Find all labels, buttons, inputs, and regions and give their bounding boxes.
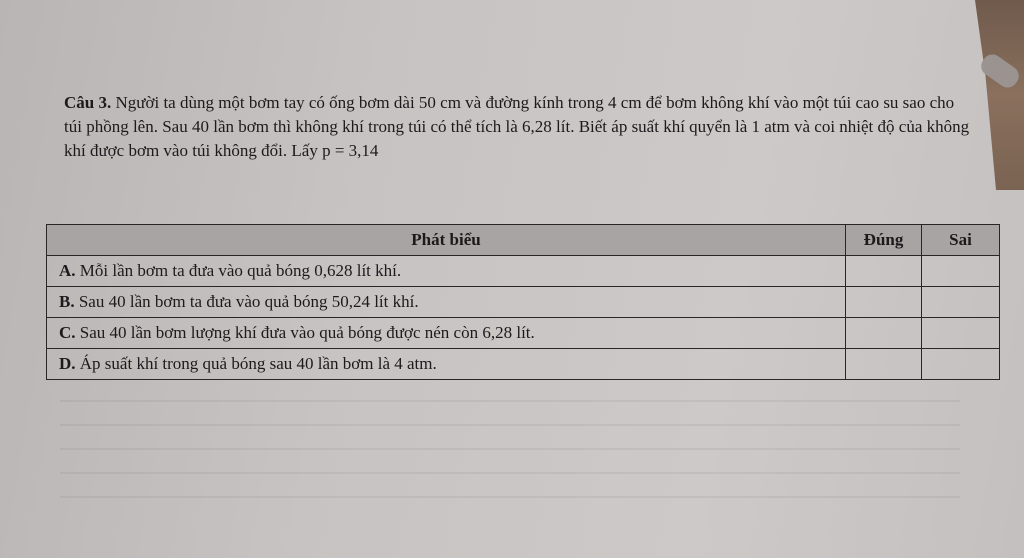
option-key: A. (59, 261, 76, 280)
option-key: D. (59, 354, 76, 373)
true-cell[interactable] (846, 287, 922, 318)
false-cell[interactable] (922, 349, 1000, 380)
question-paragraph (64, 91, 974, 163)
statement-cell (47, 349, 846, 380)
true-cell[interactable] (846, 256, 922, 287)
statement-table (46, 224, 1000, 380)
statement-cell (47, 256, 846, 287)
statement-cell (47, 287, 846, 318)
table-row (47, 287, 1000, 318)
statement-cell (47, 318, 846, 349)
table-header-row (47, 225, 1000, 256)
bleed-through-text (60, 400, 960, 520)
question-text: Người ta dùng một bơm tay có ống bơm dài 50 cm và đường kính trong 4 cm để bơm không khí vào một túi cao su sao cho túi phồng lên. Sau 40 lần bơm thì không khí trong túi có thể tích là 6,28 lít. Biết áp suất khí quyển là 1 atm và coi nhiệt độ của không khí được bơm vào túi không đổi. Lấy p = 3,14 (64, 93, 970, 160)
option-text: Áp suất khí trong quả bóng sau 40 lần bơm là 4 atm. (79, 354, 437, 373)
true-cell[interactable] (846, 349, 922, 380)
header-statement: Phát biểu (47, 225, 846, 256)
table-row (47, 349, 1000, 380)
question-label: Câu 3. (64, 93, 112, 112)
false-cell[interactable] (922, 256, 1000, 287)
false-cell[interactable] (922, 318, 1000, 349)
header-false: Sai (922, 225, 1000, 256)
option-key: B. (59, 292, 75, 311)
option-text: Mỗi lần bơm ta đưa vào quả bóng 0,628 lít khí. (79, 261, 402, 280)
header-true: Đúng (846, 225, 922, 256)
table-row (47, 318, 1000, 349)
option-key: C. (59, 323, 76, 342)
table-row (47, 256, 1000, 287)
option-text: Sau 40 lần bơm ta đưa vào quả bóng 50,24 lít khí. (78, 292, 419, 311)
true-cell[interactable] (846, 318, 922, 349)
false-cell[interactable] (922, 287, 1000, 318)
question-block (64, 91, 974, 163)
option-text: Sau 40 lần bơm lượng khí đưa vào quả bóng được nén còn 6,28 lít. (79, 323, 535, 342)
